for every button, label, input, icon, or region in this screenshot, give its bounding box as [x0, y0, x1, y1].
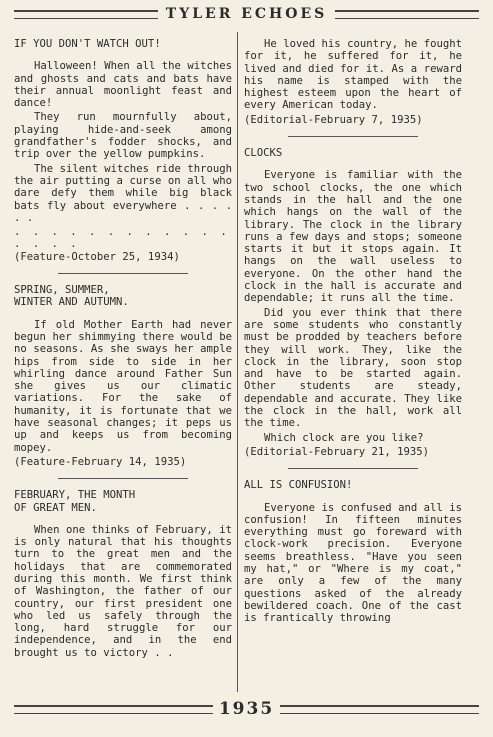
article-separator [288, 136, 418, 137]
article-paragraph: Which clock are you like? [264, 431, 424, 444]
article-paragraph: When one thinks of February, it is only natural that his thoughts turn to the great men and the holidays that are commemorated during this month. We first think of Washington, the father of our country, our first president one who led us safely through the long, hard struggle for our independence, and in the end brought us to victory . . [14, 523, 232, 659]
article-citation: (Editorial-February 21, 1935) [244, 445, 429, 458]
footer-banner [14, 698, 479, 720]
footer-year: 1935 [218, 699, 275, 719]
article-paragraph: Everyone is confused and all is confusion! In fifteen minutes everything must go foreward with clock-work precision. Everyone seems breathless. "Have you seen my hat," or "Where is my coat," are only a few of the many questions asked of the already bewildered coach. One of the cast is frantically throwing [244, 501, 462, 625]
left-column [14, 38, 232, 688]
masthead-title: TYLER ECHOES [165, 6, 328, 22]
article-paragraph: Halloween! When all the witches and ghosts and cats and bats have their annual moonlight feast and dance! [14, 60, 232, 110]
article-separator [58, 478, 188, 479]
article-separator [288, 468, 418, 469]
article-paragraph: The silent witches ride through the air putting a curse on all who dare defy them while big black bats fly about everywhere . . . . . . [14, 162, 232, 224]
article-title-clocks: CLOCKS [244, 147, 283, 160]
article-paragraph: Did you ever think that there are some students who constantly must be prodded by teachers before they will work. They, like the clock in the library, soon stop and have to be started again. Other students are steady, dependable and accurate. They like the clock in the hall, work all the time. [244, 306, 462, 430]
column-divider [237, 32, 238, 692]
article-title-confusion: ALL IS CONFUSION! [244, 479, 353, 492]
article-paragraph: He loved his country, he fought for it, he suffered for it, he lived and died for it. As a reward his name is stamped with the highest esteem upon the heart of every American today. [244, 38, 462, 112]
article-title-watch-out: IF YOU DON'T WATCH OUT! [14, 38, 161, 50]
article-separator [58, 273, 188, 274]
masthead-rule-left [14, 10, 158, 19]
title-line: WINTER AND AUTUMN. [14, 296, 129, 309]
article-paragraph: If old Mother Earth had never begun her shimmying there would be no seasons. As she sways her ample hips from side to side in her whirling dance around Father Sun she gives us our climatic variations. For the sake of humanity, it is fortunate that we have seasonal changes; it peps us up and keeps us from becoming mopey. [14, 318, 232, 454]
footer-rule-right [280, 705, 479, 714]
dotted-ellipsis-line: . . . . . . . . . . . . . . . . [14, 226, 230, 251]
title-line: OF GREAT MEN. [14, 501, 97, 514]
masthead-banner [14, 4, 479, 24]
right-column [244, 38, 462, 688]
article-citation: (Feature-February 14, 1935) [14, 455, 187, 468]
article-citation: (Feature-October 25, 1934) [14, 250, 180, 263]
footer-rule-left [14, 705, 213, 714]
article-citation: (Editorial-February 7, 1935) [244, 113, 423, 126]
article-paragraph: Everyone is familiar with the two school clocks, the one which stands in the hall and the one which hangs on the wall of the library. The clock in the library runs a few days and stops; someone starts it but it stops again. It hangs on the wall useless to everyone. On the other hand the clock in the hall is accurate and dependable; it runs all the time. [244, 169, 462, 305]
masthead-rule-right [335, 10, 479, 19]
title-line: FEBRUARY, THE MONTH [14, 489, 136, 502]
article-title-seasons [14, 284, 232, 309]
title-line: SPRING, SUMMER, [14, 284, 110, 297]
article-title-february [14, 489, 232, 514]
article-paragraph: They run mournfully about, playing hide-and-seek among grandfather's fodder shocks, and trip over the yellow pumpkins. [14, 111, 232, 161]
